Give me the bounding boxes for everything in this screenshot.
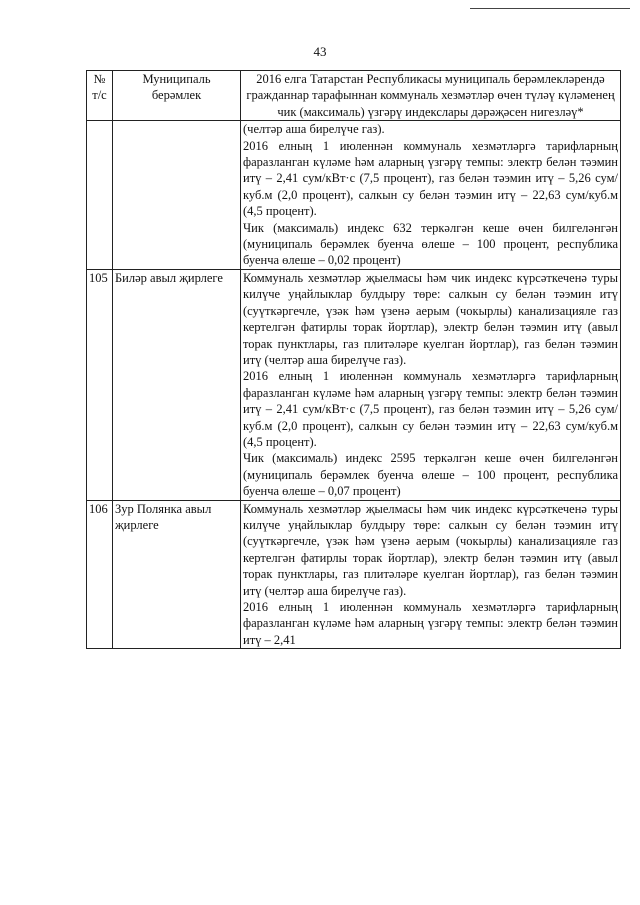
row-number: [87, 121, 113, 270]
table-row: [87, 500, 621, 649]
paragraph: 2016 елның 1 июленнән коммуналь хезмәтләргә тарифларның фаразланган күләме һәм аларның үзгәрү темпы: электр белән тәэмин итү – 2,41 сум/кВт·с (7,5 процент), газ белән тәэмин итү – 5,26 сум/куб.м (2,0 процент), салкын су белән тәэмин итү – 22,63 сум/куб.м (4,5 процент).: [243, 138, 618, 219]
row-number: 105: [87, 269, 113, 500]
header-description: [241, 71, 621, 121]
row-number: 106: [87, 500, 113, 649]
paragraph: 2016 елның 1 июленнән коммуналь хезмәтләргә тарифларның фаразланган күләме һәм аларның үзгәрү темпы: электр белән тәэмин итү – 2,41: [243, 600, 618, 647]
row-municipality: Зур Полянка авыл җирлеге: [113, 500, 241, 649]
row-municipality: [113, 121, 241, 270]
paragraph: Коммуналь хезмәтләр җыелмасы һәм чик индекс күрсәткеченә туры килүче уңайлыклар булдыру төре: салкын су белән тәэмин итү (суүткәргечле, үзәк һәм үзенә аерым (чокырлы) канализацияле газ кертелгән фатирлы торак йортлар), электр белән тәэмин итү (авыл торак пунктлары, газ плитәләре куелган йортлар), газ белән тәэмин итү (челтәр аша бирелүче газ).: [243, 501, 618, 598]
header-number-text: № т/с: [92, 72, 107, 103]
row-municipality: Биләр авыл җирлеге: [113, 269, 241, 500]
page-number: 43: [313, 44, 327, 59]
table-row: [87, 121, 621, 270]
top-rule: [470, 8, 630, 9]
paragraph: Чик (максималь) индекс 2595 теркәлгән кеше өчен билгеләнгән (муниципаль берәмлек буенча өлеше – 100 процент, республика буенча өлеше – 0,07 процент): [243, 451, 618, 499]
row-description: [241, 500, 621, 649]
header-municipality: [113, 71, 241, 121]
paragraph: Коммуналь хезмәтләр җыелмасы һәм чик индекс күрсәткеченә туры килүче уңайлыклар булдыру төре: салкын су белән тәэмин итү (суүткәргечле, үзәк һәм үзенә аерым (чокырлы) канализацияле газ кертелгән фатирлы торак йортлар), электр белән тәэмин итү (авыл торак пунктлары, газ плитәләре куелган йортлар), газ белән тәэмин итү (челтәр аша бирелүче газ).: [243, 270, 618, 367]
row-description: [241, 121, 621, 270]
header-municipality-text: Муниципаль берәмлек: [142, 72, 211, 103]
row-description: [241, 269, 621, 500]
header-description-text: 2016 елга Татарстан Республикасы муниципаль берәмлекләрендә гражданнар тарафыннан коммуналь хезмәтләр өчен түләү күләменең чик (максималь) үзгәрү индекслары дәрәҗәсен нигезләү*: [246, 72, 615, 119]
table-header-row: [87, 71, 621, 121]
header-number: [87, 71, 113, 121]
municipal-table: [86, 70, 621, 649]
paragraph: (челтәр аша бирелүче газ).: [243, 122, 385, 137]
paragraph: Чик (максималь) индекс 632 теркәлгән кеше өчен билгеләнгән (муниципаль берәмлек буенча өлеше – 100 процент, республика буенча өлеше – 0,02 процент): [243, 220, 618, 268]
table-row: [87, 269, 621, 500]
paragraph: 2016 елның 1 июленнән коммуналь хезмәтләргә тарифларның фаразланган күләме һәм аларның үзгәрү темпы: электр белән тәэмин итү – 2,41 сум/кВт·с (7,5 процент), газ белән тәэмин итү – 5,26 сум/куб.м (2,0 процент), салкын су белән тәэмин итү – 22,63 сум/куб.м (4,5 процент).: [243, 369, 618, 449]
